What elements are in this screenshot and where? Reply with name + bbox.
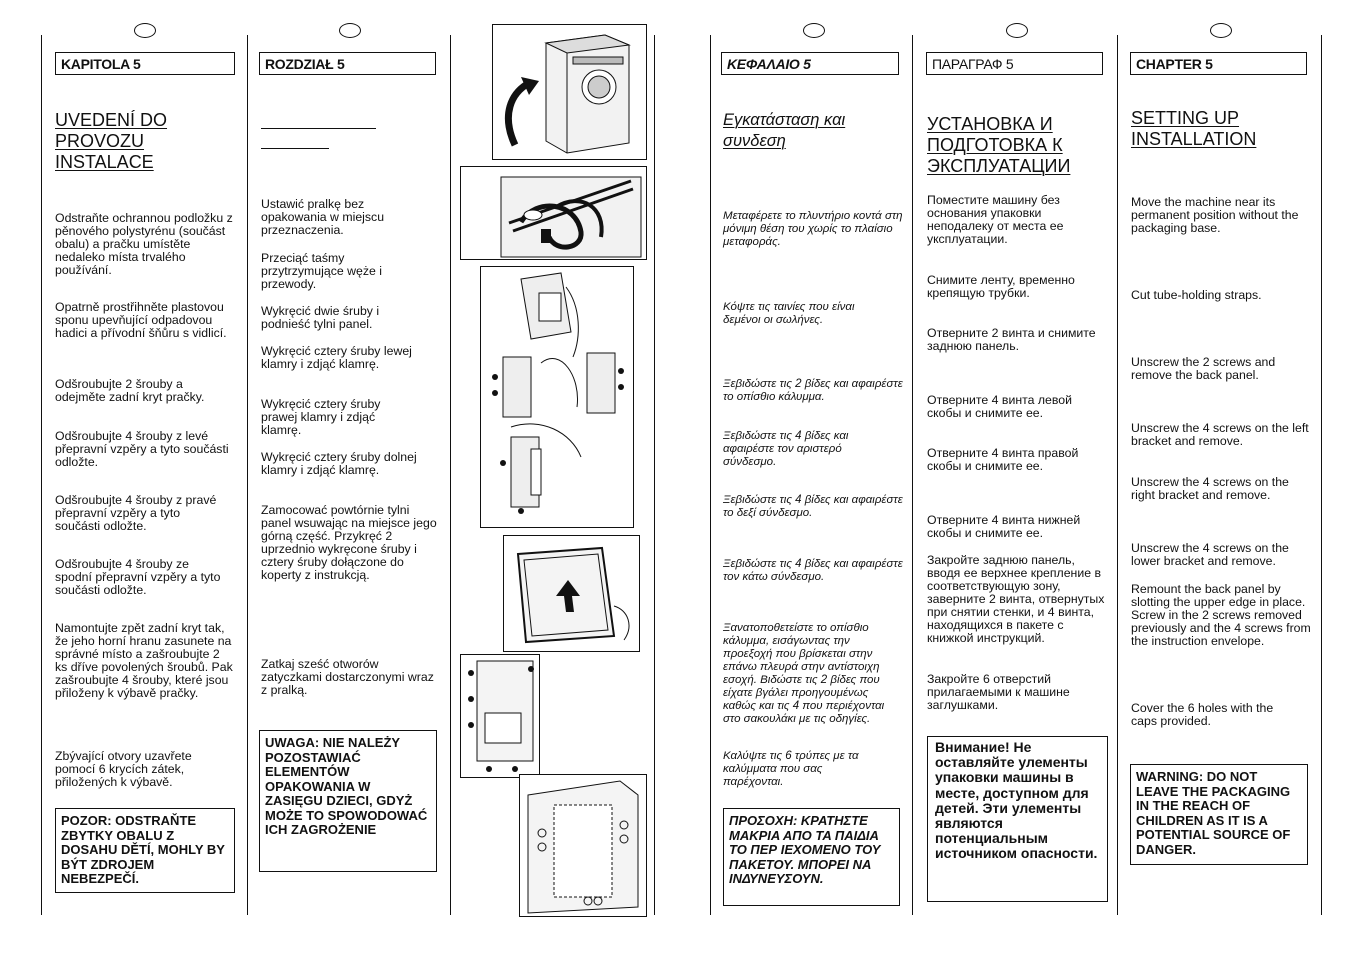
instruction-text: Отверните 4 винта правой скобы и снимите ее. — [927, 446, 1079, 473]
instruction-text: Καλύψτε τις 6 τρύπες με τα καλύμματα που σας παρέχονται. — [723, 750, 859, 788]
instruction-text: Unscrew the 4 screws on the right bracket and remove. — [1131, 475, 1289, 502]
instruction-text: Ξεβιδώστε τις 4 βίδες και αφαιρέστε τον κάτω σύνδεσμο. — [723, 558, 903, 583]
instruction-text: Remount the back panel by slotting the upper edge in place. Screw in the 2 screws removed previously and the 4 screws from the instruction envelope. — [1131, 582, 1311, 648]
instruction-text: Ξεβιδώστε τις 4 βίδες και αφαιρέστε τον αριστερό σύνδεσμο. — [723, 430, 849, 468]
title-placeholder-line — [261, 148, 329, 149]
instruction-text: Wykręcić cztery śruby lewej klamry i zdjąć klamrę. — [261, 344, 412, 371]
section-title: SETTING UP INSTALLATION — [1131, 108, 1257, 149]
instruction-text: Unscrew the 4 screws on the left bracket and remove. — [1131, 421, 1309, 448]
column-divider — [710, 35, 711, 915]
column-divider — [247, 35, 248, 915]
language-flag-icon — [1006, 23, 1028, 38]
instruction-text: Wykręcić cztery śruby dolnej klamry i zdjąć klamrę. — [261, 450, 417, 477]
instruction-text: Zatkaj sześć otworów zatyczkami dostarczonymi wraz z pralką. — [261, 657, 434, 697]
instruction-text: Ξεβιδώστε τις 4 βίδες και αφαιρέστε το δεξί σύνδεσμο. — [723, 494, 903, 519]
instruction-text: Μεταφέρετε το πλυντήριο κοντά στη μόνιμη θέση του χωρίς το πλαίσιο μεταφοράς. — [723, 210, 903, 248]
instruction-text: Unscrew the 2 screws and remove the back panel. — [1131, 355, 1276, 382]
instruction-text: Namontujte zpět zadní kryt tak, že jeho horní hranu zasunete na správné místo a zašroubujte 2 ks dříve povolených šroubů. Pak zašroubujte 4 šrouby, které jsou přiloženy k výbavě pračky. — [55, 621, 233, 700]
instruction-text: Κόψτε τις ταινίες που είναι δεμένοι οι σωλήνες. — [723, 301, 855, 326]
figure-remove-brackets — [480, 266, 634, 528]
instruction-text: Cover the 6 holes with the caps provided. — [1131, 701, 1274, 728]
instruction-text: Move the machine near its permanent position without the packaging base. — [1131, 195, 1299, 235]
instruction-text: Opatrně prostřihněte plastovou sponu upevňující odpadovou hadici a přívodní šňůru s vidlicí. — [55, 300, 227, 340]
figure-cut-straps — [460, 166, 647, 260]
column-divider — [1117, 35, 1118, 915]
language-flag-icon — [134, 23, 156, 38]
instruction-text: Отверните 4 винта нижней скобы и снимите ее. — [927, 513, 1081, 540]
instruction-text: Отверните 2 винта и снимите заднюю панель. — [927, 326, 1096, 353]
chapter-label: ROZDZIAŁ 5 — [259, 52, 436, 75]
instruction-text: Odšroubujte 4 šrouby ze spodní přepravní vzpěry a tyto součásti odložte. — [55, 557, 221, 597]
figure-cover-holes — [519, 774, 647, 917]
section-title: UVEDENÍ DO PROVOZU INSTALACE — [55, 110, 168, 172]
figure-back-panel-screws — [460, 654, 540, 778]
chapter-label: ΚΕΦΑΛΑΙΟ 5 — [721, 52, 899, 75]
warning-box: ΠΡΟΣΟΧΗ: ΚΡΑΤΗΣΤΕ ΜΑΚΡΙΑ ΑΠΟ ΤΑ ΠΑΙΔΙΑ ΤΟ ΠΕΡ ΙΕΧΟΜΕΝΟ ΤΟΥ ΠΑΚΕΤΟΥ. ΜΠΟΡΕΙ ΝΑ ΙΝΔΥΝΕΥΣΟΥΝ. — [723, 808, 900, 906]
warning-box: Внимание! Не оставляйте улементы упаковки машины в месте, доступном для детей. Эти улементы являются потенциальным источником опасности. — [927, 736, 1108, 902]
column-divider — [41, 35, 42, 915]
instruction-text: Zamocować powtórnie tylni panel wsuwając na miejsce jego górną część. Przykręć 2 uprzednio wykręcone śruby i cztery śruby dołączone do koperty z instrukcją. — [261, 503, 437, 582]
instruction-text: Odšroubujte 2 šrouby a odejměte zadní kryt pračky. — [55, 377, 205, 404]
instruction-text: Снимите ленту, временно крепящую трубки. — [927, 273, 1075, 300]
instruction-text: Odšroubujte 4 šrouby z levé přepravní vzpěry a tyto součásti odložte. — [55, 429, 229, 469]
instruction-text: Odstraňte ochrannou podložku z pěnového polystyrénu (součást obalu) a pračku umístěte nedaleko místa trvalého používání. — [55, 211, 233, 277]
chapter-label: KAPITOLA 5 — [55, 52, 235, 75]
instruction-text: Unscrew the 4 screws on the lower bracket and remove. — [1131, 541, 1289, 568]
instruction-text: Zbývající otvory uzavřete pomocí 6 krycích zátek, přiložených k výbavě. — [55, 749, 192, 789]
instruction-text: Cut tube-holding straps. — [1131, 288, 1262, 302]
column-divider — [654, 35, 655, 915]
figure-washing-machine — [492, 24, 647, 160]
instruction-text: Закройте 6 отверстий прилагаемыми к машине заглушками. — [927, 672, 1070, 712]
instruction-text: Przeciąć taśmy przytrzymujące węże i przewody. — [261, 251, 382, 291]
language-flag-icon — [803, 23, 825, 38]
chapter-label: CHAPTER 5 — [1130, 52, 1307, 75]
section-title: УСТАНОВКА И ПОДГОТОВКА К ЭКСПЛУАТАЦИИ — [927, 114, 1071, 176]
instruction-text: Ξεβιδώστε τις 2 βίδες και αφαιρέστε το οπίσθιο κάλυμμα. — [723, 378, 903, 403]
column-divider — [912, 35, 913, 915]
section-title: Εγκατάσταση και συνδεση — [723, 111, 846, 150]
chapter-label: ПАРАГРАФ 5 — [926, 52, 1103, 75]
column-divider — [1321, 35, 1322, 915]
warning-box: POZOR: ODSTRAŇTE ZBYTKY OBALU Z DOSAHU DĚTÍ, MOHLY BY BÝT ZDROJEM NEBEZPEČÍ. — [55, 808, 235, 893]
instruction-text: Ξανατοποθετείστε το οπίσθιο κάλυμμα, εισάγωντας την προεξοχή που βρίσκεται στην επάνω πλευρά στην αντίστοιχη εσοχή. Βιδώστε τις 2 βίδες που είχατε βγάλει προηγουμένως καθώς και τις 4 που περιέχονται στο σακουλάκι με τις οδηγίες. — [723, 622, 885, 725]
warning-box: WARNING: DO NOT LEAVE THE PACKAGING IN THE REACH OF CHILDREN AS IT IS A POTENTIAL SOURCE OF DANGER. — [1130, 764, 1308, 865]
instruction-text: Wykręcić cztery śruby prawej klamry i zdjąć klamrę. — [261, 397, 381, 437]
instruction-text: Отверните 4 винта левой скобы и снимите ее. — [927, 393, 1072, 420]
instruction-text: Wykręcić dwie śruby i podnieść tylni panel. — [261, 304, 380, 331]
instruction-text: Поместите машину без основания упаковки неподалеку от места ее укcплуатации. — [927, 193, 1064, 246]
instruction-text: Odšroubujte 4 šrouby z pravé přepravní vzpěry a tyto součásti odložte. — [55, 493, 217, 533]
instruction-text: Закройте заднюю панель, вводя ее верхнее крепление в соответствующую зону, заверните 2 винта, отвернутых при снятии стенки, и 4 винта, находящихся в пакете с книжкой инструкций. — [927, 553, 1105, 645]
language-flag-icon — [1210, 23, 1232, 38]
title-placeholder-line — [261, 128, 376, 129]
figure-back-panel-refit — [503, 535, 640, 652]
column-divider — [450, 35, 451, 915]
language-flag-icon — [339, 23, 361, 38]
instruction-text: Ustawić pralkę bez opakowania w miejscu przeznaczenia. — [261, 197, 385, 237]
warning-box: UWAGA: NIE NALEŻY POZOSTAWIAĆ ELEMENTÓW OPAKOWANIA W ZASIĘGU DZIECI, GDYŻ MOŻE TO SPOWODOWAĆ ICH ZAGROŻENIE — [259, 730, 437, 872]
